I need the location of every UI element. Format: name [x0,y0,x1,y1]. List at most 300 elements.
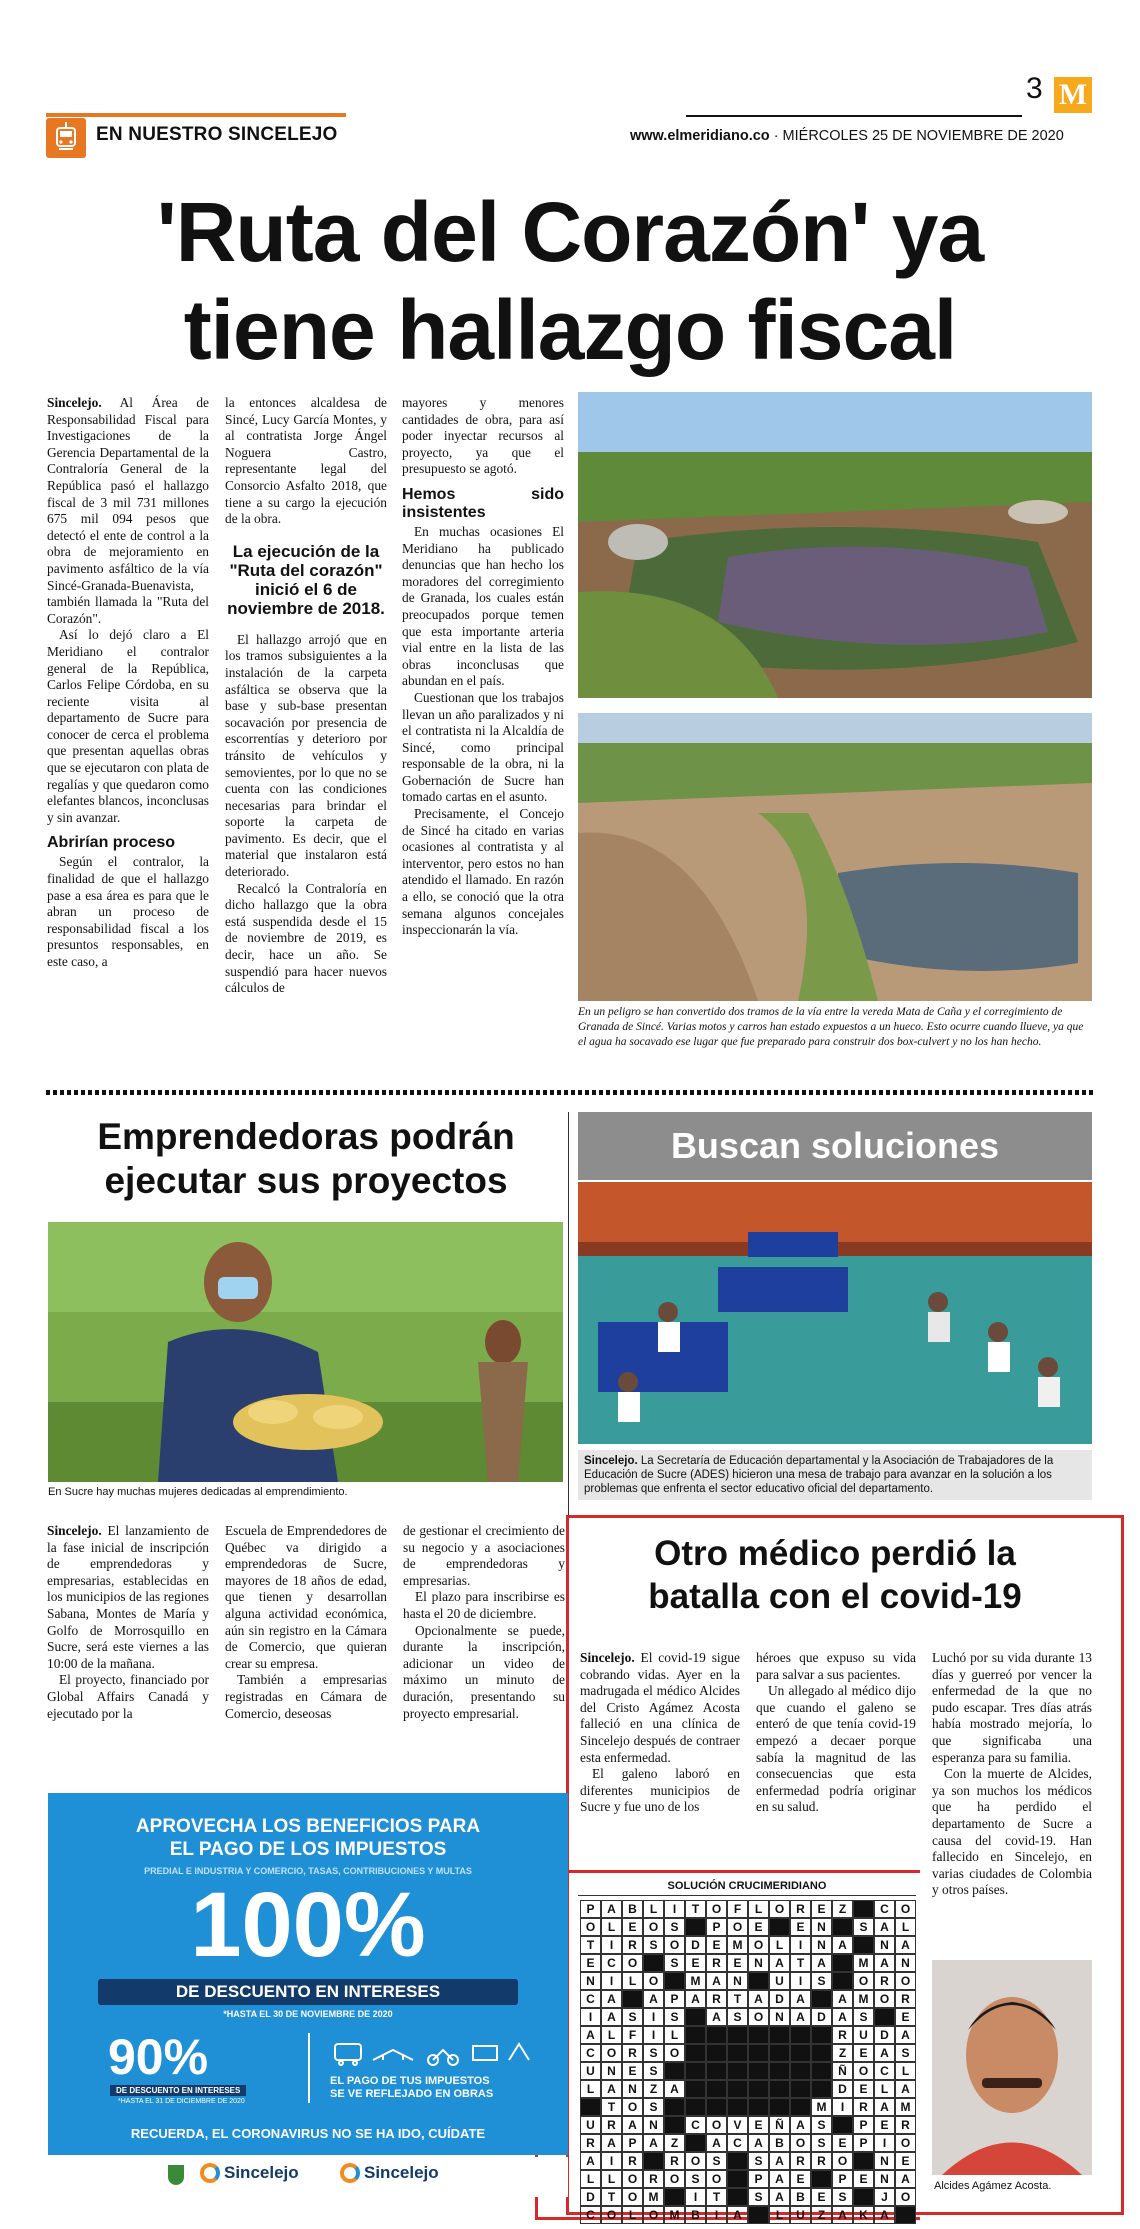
crossword-cell: O [706,2116,727,2134]
covid-headline [578,1532,1092,1618]
emprendedoras-headline [46,1115,566,1203]
crossword-cell: M [685,1972,706,1990]
crossword-cell: A [601,1900,622,1918]
crossword-cell: N [895,1954,916,1972]
crossword-cell: M [727,1936,748,1954]
crossword-cell: C [580,2044,601,2062]
sincelejo-logo-2: Sincelejo [364,2163,439,2182]
crossword-cell: E [706,1936,727,1954]
crossword-cell: O [748,1936,769,1954]
crossword-black-cell [853,2152,874,2170]
article-col-3 [402,395,564,1085]
crossword-cell: A [832,1936,853,1954]
paragraph: Precisamente, el Concejo de Sincé ha citado en varias ocasiones al contratista y al interventor, pero estos no han atendido el llamado. En razón a ello, se conoció que la otra semana algunos concejales inspeccionarán la vía. [402,806,564,938]
crossword-cell: Z [664,2134,685,2152]
crossword-cell: A [601,1990,622,2008]
crossword-cell: O [706,2170,727,2188]
crossword-cell: R [895,1990,916,2008]
crossword-cell: N [748,1954,769,1972]
crossword-black-cell [853,2188,874,2206]
sincelejo-logo-1: Sincelejo [224,2163,299,2182]
crossword-cell: B [790,2188,811,2206]
crossword-cell: E [832,2134,853,2152]
crossword-black-cell [748,2026,769,2044]
crossword-cell: A [748,2134,769,2152]
crossword-cell: T [790,1954,811,1972]
crossword-black-cell [811,2062,832,2080]
crossword-black-cell [664,1972,685,1990]
paragraph: El hallazgo arrojó que en los tramos subsiguientes a la instalación de la carpeta asfáltica se observa que la base y sub-base presentan socavación por presencia de escorrentías y deterioro por tránsito de vehículos y semovientes, por lo que no se cuenta con las condiciones necesarias para brindar el soporte la carpeta de pavimento. Es decir, que el material que instalaron está deteriorado. [225,631,387,880]
crossword-cell: N [601,2062,622,2080]
crossword-cell: I [601,2152,622,2170]
crossword-cell: Z [832,2044,853,2062]
paragraph: Opcionalmente se puede, durante la inscripción, adicionar un video de máximo un minuto de duración, presentando su proyecto empresarial. [403,1622,565,1721]
crossword-cell: A [769,1954,790,1972]
crossword-cell: V [727,2116,748,2134]
crossword-grid [580,1900,916,2224]
tax-ad [48,1793,568,2155]
crossword-cell: O [874,1990,895,2008]
crossword-black-cell [706,2062,727,2080]
crossword-black-cell [706,2044,727,2062]
crossword-black-cell [580,2098,601,2116]
crossword-black-cell [727,2080,748,2098]
crossword-cell: A [769,2152,790,2170]
crossword-cell: L [769,1936,790,1954]
article-col-1 [47,395,209,1085]
crossword-cell: R [580,2134,601,2152]
crossword-cell: R [643,2170,664,2188]
crossword-cell: I [580,2008,601,2026]
crossword-black-cell [685,2044,706,2062]
crossword-cell: F [727,1900,748,1918]
crossword-cell: L [643,1900,664,1918]
crossword-black-cell [748,1972,769,1990]
crossword-cell: S [664,1918,685,1936]
ad-ninety: 90% [108,2029,209,2085]
crossword-cell: R [706,1954,727,1972]
crossword-cell: O [853,1972,874,1990]
crossword-cell: L [601,1918,622,1936]
paragraph: Luchó por su vida durante 13 días y guerreó por vencer la enfermedad de la que no pudo escapar. Tres días atrás había mostrado mejoría, lo que significaba una esperanza para su familia. [932,1650,1092,1765]
ad-until-2: *HASTA EL 31 DE DICIEMBRE DE 2020 [118,2098,245,2105]
crossword-cell: A [706,2008,727,2026]
soluciones-caption [578,1450,1092,1500]
crossword-cell: U [853,2026,874,2044]
crossword-black-cell [832,1954,853,1972]
crossword-cell: I [664,1900,685,1918]
coat-of-arms-icon [168,2165,184,2185]
crossword-cell: E [853,2080,874,2098]
crossword-cell: M [643,2188,664,2206]
crossword-cell: O [601,2044,622,2062]
crossword-black-cell [811,2044,832,2062]
crossword-cell: M [664,2206,685,2224]
city-icons [333,2038,533,2068]
crossword-cell: S [748,2152,769,2170]
ad-headline [48,1815,568,1861]
crossword-cell: C [874,2062,895,2080]
crossword-cell: N [727,1972,748,1990]
paragraph: mayores y menores cantidades de obra, para así poder inyectar recursos al proyecto, ya que el presupuesto se agotó. [402,395,564,477]
crossword-cell: O [685,2152,706,2170]
crossword-cell: R [853,2098,874,2116]
crossword-cell: A [874,2098,895,2116]
crossword-black-cell [706,2080,727,2098]
crossword-black-cell [790,2098,811,2116]
subheading: Abrirían proceso [47,834,176,852]
crossword-cell: R [601,2116,622,2134]
ad-footer: RECUERDA, EL CORONAVIRUS NO SE HA IDO, CUÍDATE [130,2126,486,2141]
headline-line1: Otro médico perdió la [654,1534,1016,1573]
crossword-cell: L [895,1918,916,1936]
crossword-cell: E [727,1954,748,1972]
paragraph: Según el contralor, la finalidad de que el hallazgo pase a esa área es para que le abran un proceso de responsabilidad fiscal a los presuntos responsables, en este caso, a [47,854,209,969]
ad-subline: PREDIAL E INDUSTRIA Y COMERCIO, TASAS, CONTRIBUCIONES Y MULTAS [144,1866,472,1876]
crossword-black-cell [727,2152,748,2170]
headline-line2: tiene hallazgo fiscal [183,283,957,377]
crossword-cell: O [853,2062,874,2080]
crossword-cell: A [832,1990,853,2008]
crossword-cell: K [853,2206,874,2224]
crossword-cell: R [664,2152,685,2170]
crossword-cell: S [811,2116,832,2134]
crossword-title: SOLUCIÓN CRUCIMERIDIANO [578,1880,916,1896]
crossword-cell: M [853,1954,874,1972]
emprendedoras-col-2 [225,1523,387,1768]
caption-text: La Secretaría de Educación departamental y la Asociación de Trabajadores de la Educación de Sucre (ADES) hicieron una mesa de trabajo para avanzar en la solución a los problemas que enfrenta el sector educativo oficial del departamento. [584,1455,1054,1495]
crossword-cell: A [769,2188,790,2206]
crossword-black-cell [685,1918,706,1936]
crossword-black-cell [706,2026,727,2044]
covid-col-1 [580,1650,740,1860]
crossword-black-cell [769,2098,790,2116]
crossword-cell: A [664,2080,685,2098]
paragraph: Cuestionan que los trabajos llevan un año paralizados y ni el contratista ni la Alcaldía de Sincé, como principal responsable de la obra, ni la Gobernación de Sucre han tomado cartas en el asunto. [402,689,564,805]
sincelejo-logo-icon [200,2163,220,2183]
crossword-cell: C [580,1990,601,2008]
crossword-cell: A [706,2134,727,2152]
crossword-black-cell [832,2116,853,2134]
crossword-cell: A [601,2134,622,2152]
crossword-cell: A [622,2116,643,2134]
crossword-black-cell [811,2170,832,2188]
crossword-cell: O [622,2170,643,2188]
crossword-cell: O [895,1972,916,1990]
meridiano-logo: M [1054,77,1092,113]
crossword-black-cell [748,2044,769,2062]
crossword-cell: S [685,2170,706,2188]
crossword-cell: S [622,2008,643,2026]
crossword-cell: A [769,2170,790,2188]
subheading: Hemos sido insistentes [402,485,564,521]
crossword-black-cell [727,2170,748,2188]
crossword-cell: A [580,2026,601,2044]
crossword-cell: R [874,1972,895,1990]
crossword-cell: L [748,1900,769,1918]
crossword-cell: U [580,2116,601,2134]
sincelejo-logo-icon-2 [340,2163,360,2183]
crossword-cell: M [853,1990,874,2008]
crossword-black-cell [748,2206,769,2224]
crossword-cell: R [622,2044,643,2062]
section-title: EN NUESTRO SINCELEJO [96,124,338,145]
crossword-cell: I [685,2188,706,2206]
crossword-cell: L [622,1972,643,1990]
ad-obras-line2: SE VE REFLEJADO EN OBRAS [330,2088,494,2100]
paragraph: El lanzamiento de la fase inicial de inscripción de emprendedoras y empresarias, establecidas en los municipios de las regiones Sabana, Montes de María y Golfo de Morrosquillo en Sucre, será este viernes a las 10:00 de la mañana. [47,1523,209,1671]
paragraph: héroes que expuso su vida para salvar a sus pacientes. [756,1650,916,1682]
crossword-cell: A [895,2080,916,2098]
crossword-cell: A [790,1990,811,2008]
crossword-cell: D [580,2188,601,2206]
crossword-cell: S [853,1918,874,1936]
crossword-black-cell [727,2188,748,2206]
crossword-cell: F [622,2026,643,2044]
paragraph: Escuela de Emprendedores de Québec va dirigido a emprendedoras de Sucre, mayores de 18 años de edad, que tienen y desarrollan alguna actividad económica, aún sin registro en la Cámara de Comercio, que quieran crear su empresa. [225,1523,387,1671]
crossword-black-cell [790,2044,811,2062]
headline-line2: ejecutar sus proyectos [104,1160,508,1201]
crossword-cell: L [769,2206,790,2224]
crossword-black-cell [685,2134,706,2152]
crossword-cell: A [895,2170,916,2188]
crossword-cell: L [895,2062,916,2080]
paragraph: El proyecto, financiado por Global Affairs Canadá y ejecutado por la [47,1672,209,1721]
crossword-cell: D [685,1936,706,1954]
crossword-cell: A [580,2152,601,2170]
section-bar [46,113,346,117]
crossword-cell: O [706,1900,727,1918]
crossword-cell: O [895,1900,916,1918]
emprendedora-caption: En Sucre hay muchas mujeres dedicadas al emprendimiento. [48,1486,348,1498]
crossword-cell: A [790,2116,811,2134]
crossword-cell: O [580,1918,601,1936]
crossword-cell: E [895,2008,916,2026]
crossword-cell: T [580,1936,601,1954]
crossword-cell: R [811,2152,832,2170]
crossword-black-cell [769,2080,790,2098]
crossword-cell: S [643,2044,664,2062]
crossword-cell: N [580,1972,601,1990]
crossword-cell: R [622,1936,643,1954]
headline-line2: batalla con el covid-19 [648,1577,1022,1616]
crossword-cell: O [895,2134,916,2152]
bus-icon [46,118,86,158]
crossword-cell: E [622,1918,643,1936]
crossword-cell: S [748,2188,769,2206]
crossword-cell: N [874,2170,895,2188]
crossword-black-cell [748,2098,769,2116]
paragraph: Recalcó la Contraloría en dicho hallazgo que la obra está suspendida desde el 15 de noviembre de 2019, es decir, hace un año. Se suspendió para hacer nuevos cálculos de [225,880,387,996]
paragraph: En muchas ocasiones El Meridiano ha publicado denuncias que han hecho los moradores del corregimiento de Granada, los cuales están preocupados porque temen que esta importante arteria vial entre en la lista de las obras inconclusas que abundan en el país. [402,523,564,689]
crossword-cell: P [748,2170,769,2188]
crossword-cell: N [811,1936,832,1954]
crossword-cell: R [895,2116,916,2134]
crossword-black-cell [727,2098,748,2116]
crossword-cell: O [790,2134,811,2152]
crossword-cell: E [748,2116,769,2134]
headline-line1: Emprendedoras podrán [97,1116,515,1157]
crossword-black-cell [769,2026,790,2044]
crossword-cell: O [748,2008,769,2026]
crossword-cell: E [874,2116,895,2134]
crossword-cell: O [895,2188,916,2206]
crossword-cell: P [664,1990,685,2008]
dateline-lead: Sincelejo. [47,1523,102,1538]
crossword-black-cell [790,2080,811,2098]
covid-col-2 [756,1650,916,1860]
crossword-cell: A [895,2026,916,2044]
crossword-cell: M [895,2098,916,2116]
crossword-cell: O [622,2098,643,2116]
crossword-cell: E [790,2170,811,2188]
dateline-lead: Sincelejo. [47,395,102,410]
soluciones-headline-bar: Buscan soluciones [578,1112,1092,1180]
crossword-cell: A [643,2134,664,2152]
crossword-cell: D [769,1990,790,2008]
road-photo-top [578,392,1092,698]
road-photo-bottom [578,713,1092,1001]
crossword-black-cell [790,2026,811,2044]
ad-logos [48,2157,568,2197]
crossword-cell: I [601,1936,622,1954]
crossword-black-cell [664,2116,685,2134]
crossword-cell: I [790,1972,811,1990]
crossword-cell: S [664,2008,685,2026]
crossword-cell: N [769,2008,790,2026]
crossword-cell: O [832,2152,853,2170]
crossword-cell: I [601,1972,622,1990]
header-rule [686,115,1022,117]
crossword-cell: O [622,1954,643,1972]
crossword-cell: C [601,1954,622,1972]
crossword-black-cell [685,2098,706,2116]
crossword-cell: C [685,2116,706,2134]
crossword-cell: D [832,2080,853,2098]
ad-ninety-label: DE DESCUENTO EN INTERESES [110,2085,246,2096]
crossword-cell: S [895,2044,916,2062]
crossword-cell: A [706,1972,727,1990]
crossword-cell: N [622,2080,643,2098]
crossword-cell: Z [832,1900,853,1918]
covid-col-3 [932,1650,1092,1950]
paragraph: El covid-19 sigue cobrando vidas. Ayer en la madrugada el médico Alcides del Cristo Agámez Acosta falleció en una clínica de Sincelejo después de contraer esta enfermedad. [580,1650,740,1765]
main-headline [0,183,1140,379]
crossword-cell: S [853,2008,874,2026]
crossword-cell: Z [811,2206,832,2224]
crossword-cell: A [874,2044,895,2062]
crossword-black-cell [664,2188,685,2206]
crossword-cell: R [622,2152,643,2170]
crossword-cell: E [811,1900,832,1918]
crossword-cell: O [727,1918,748,1936]
crossword-cell: E [748,1918,769,1936]
crossword-cell: I [874,2134,895,2152]
pullquote: La ejecución de la "Ruta del corazón" inició el 6 de noviembre de 2018. [227,541,385,618]
ad-line1: APROVECHA LOS BENEFICIOS PARA [135,1816,481,1837]
crossword-cell: I [643,2008,664,2026]
crossword-cell: S [643,2098,664,2116]
crossword-cell: R [706,1990,727,2008]
crossword-black-cell [790,2062,811,2080]
crossword-cell: A [601,2008,622,2026]
crossword-cell: D [811,2008,832,2026]
crossword-cell: O [643,1972,664,1990]
doctor-photo [932,1960,1092,2175]
doctor-caption: Alcides Agámez Acosta. [934,2180,1052,2192]
crossword-cell: S [811,2134,832,2152]
crossword-cell: L [580,2170,601,2188]
crossword-black-cell [853,1936,874,1954]
emprendedoras-col-3 [403,1523,565,1768]
dateline-lead: Sincelejo. [584,1455,638,1467]
crossword-cell: A [601,2080,622,2098]
crossword-cell: O [643,2206,664,2224]
soluciones-photo [578,1182,1092,1444]
crossword-cell: C [874,1900,895,1918]
crossword-cell: C [727,2134,748,2152]
crossword-cell: A [874,1954,895,1972]
crossword-black-cell [832,1972,853,1990]
ad-obras [330,2075,493,2101]
dateline [630,128,1064,144]
emprendedora-photo [48,1222,563,1482]
dateline-lead: Sincelejo. [580,1650,635,1665]
website[interactable]: www.elmeridiano.co [630,128,770,144]
crossword-cell: N [874,1936,895,1954]
crossword-cell: O [622,2188,643,2206]
crossword-black-cell [727,2062,748,2080]
crossword-cell: U [580,2062,601,2080]
paragraph: Un allegado al médico dijo que cuando el galeno se enteró de que tenía covid-19 empezó a decaer porque sabía la magnitud de las consecuencias que esta enfermedad podría originar en su salud. [756,1683,916,1815]
crossword-black-cell [748,2080,769,2098]
crossword-cell: P [706,1918,727,1936]
paragraph: El galeno laboró en diferentes municipios de Sucre y fue uno de los [580,1766,740,1815]
crossword-black-cell [664,2098,685,2116]
crossword-black-cell [727,2044,748,2062]
crossword-cell: J [874,2188,895,2206]
crossword-cell: O [664,2170,685,2188]
photo-caption: En un peligro se han convertido dos tramos de la vía entre la vereda Mata de Caña y el corregimiento de Granada de Sincé. Varias motos y carros han estado expuestos a un hueco. Esto ocurre cuando llueve, ya que el agua ha socavado ese lugar que fue preparado para construir dos box-culvert y no los han hecho. [578,1006,1084,1048]
crossword-cell: A [685,1990,706,2008]
crossword-cell: N [811,1918,832,1936]
crossword-cell: O [643,1918,664,1936]
crossword-cell: S [706,2152,727,2170]
crossword-cell: R [832,2026,853,2044]
ad-obras-line1: EL PAGO DE TUS IMPUESTOS [330,2075,490,2087]
crossword-cell: A [790,2008,811,2026]
crossword-cell: I [790,1936,811,1954]
crossword-cell: B [685,2206,706,2224]
crossword-cell: Z [643,2080,664,2098]
emprendedoras-col-1 [47,1523,209,1768]
crossword-cell: E [580,1954,601,1972]
crossword-black-cell [769,2044,790,2062]
crossword-black-cell [895,2206,916,2224]
crossword-cell: Ñ [832,2062,853,2080]
crossword-cell: E [811,2188,832,2206]
crossword-cell: E [685,1954,706,1972]
crossword-cell: B [769,2134,790,2152]
crossword-cell: A [874,2206,895,2224]
crossword-cell: A [895,1936,916,1954]
crossword-cell: T [685,1900,706,1918]
crossword-cell: Ñ [769,2116,790,2134]
crossword-cell: E [622,2062,643,2080]
crossword-cell: L [664,2026,685,2044]
crossword-black-cell [685,2008,706,2026]
page-number: 3 [1026,72,1043,105]
